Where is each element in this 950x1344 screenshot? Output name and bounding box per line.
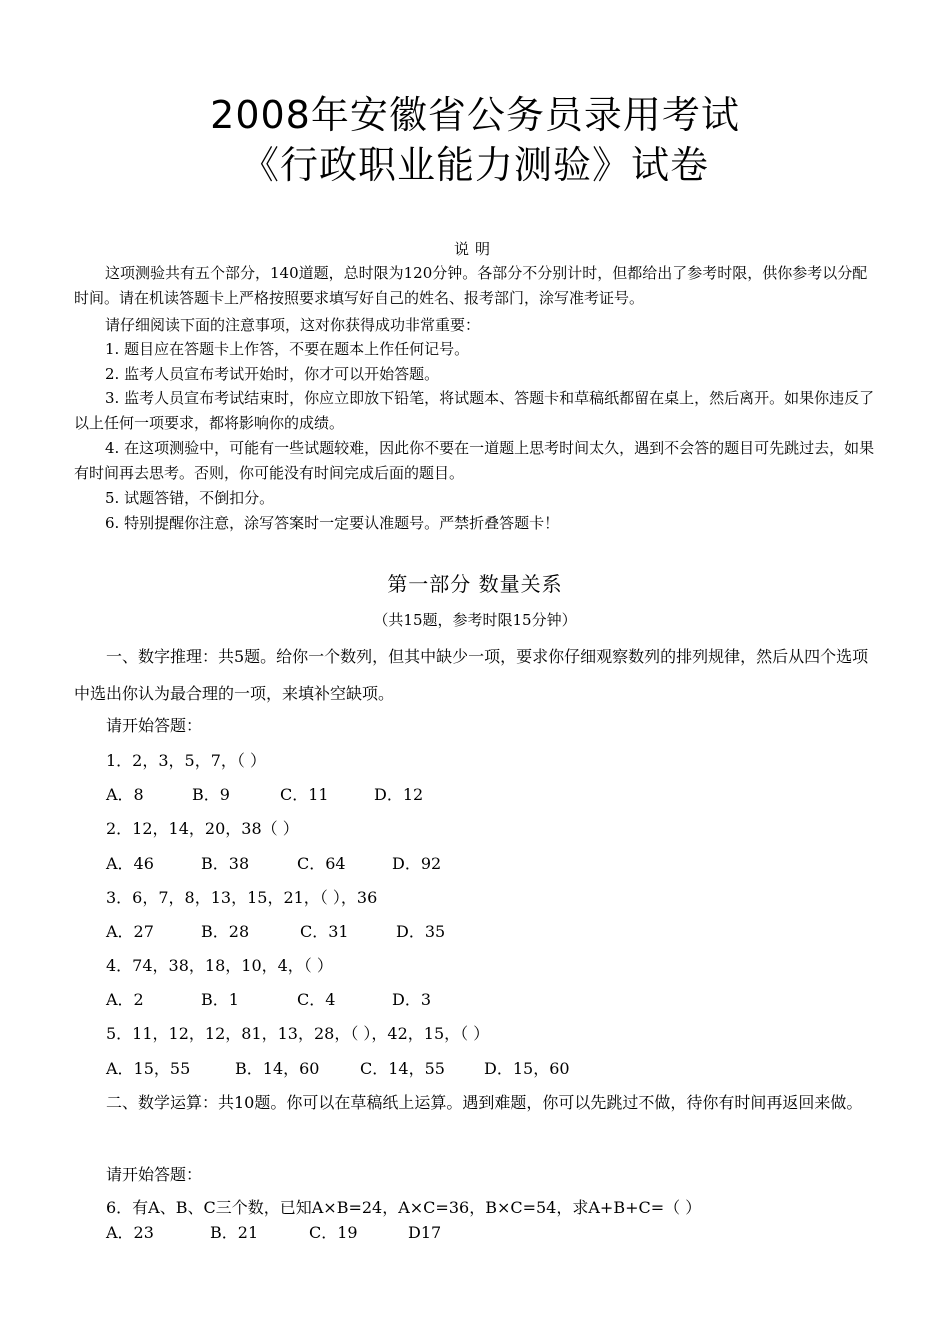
question-4-option-b: B．1: [201, 990, 239, 1009]
notice-rule-4: 4. 在这项测验中，可能有一些试题较难，因此你不要在一道题上思考时间太久，遇到不会答的题目可先跳过去，如果有时间再去思考。否则，你可能没有时间完成后面的题目。: [74, 439, 875, 482]
notice-intro: 这项测验共有五个部分，140道题，总时限为120分钟。各部分不分别计时，但都给出了参考时限，供你参考以分配时间。请在机读答题卡上严格按照要求填写好自己的姓名、报考部门，涂写准考证号。: [74, 264, 868, 307]
question-4-stem: 4．74，38，18，10，4，（ ）: [106, 956, 333, 975]
question-5-option-d: D．15，60: [484, 1059, 570, 1078]
question-3-option-a: A．27: [106, 922, 154, 941]
question-3-option-d: D．35: [396, 922, 446, 941]
notice-rule-2: 2. 监考人员宣布考试开始时，你才可以开始答题。: [105, 365, 440, 383]
notice-rule-5: 5. 试题答错，不倒扣分。: [105, 489, 275, 507]
question-6-option-a: A．23: [106, 1223, 154, 1242]
question-5-option-a: A．15，55: [106, 1059, 191, 1078]
notice-rule-6: 6. 特别提醒你注意，涂写答案时一定要认准题号。严禁折叠答题卡！: [105, 514, 560, 532]
question-4-option-d: D．3: [392, 990, 432, 1009]
notice-attention: 请仔细阅读下面的注意事项，这对你获得成功非常重要：: [105, 316, 481, 334]
question-4-option-c: C．4: [297, 990, 336, 1009]
question-2-option-c: C．64: [297, 854, 346, 873]
question-2-option-a: A．46: [106, 854, 154, 873]
question-6-option-b: B．21: [210, 1223, 259, 1242]
question-5-option-b: B．14，60: [235, 1059, 320, 1078]
exam-title-line1: 2008年安徽省公务员录用考试: [210, 93, 740, 137]
question-2-stem: 2．12，14，20，38（ ）: [106, 819, 299, 838]
question-2-option-b: B．38: [201, 854, 250, 873]
question-4-option-a: A．2: [106, 990, 144, 1009]
notice-heading: 说明: [453, 240, 496, 258]
part1-start: 请开始答题：: [106, 716, 203, 735]
question-3-stem: 3．6，7，8，13，15，21，（ ），36: [106, 888, 378, 907]
question-1-option-d: D．12: [374, 785, 424, 804]
part1-intro: 一、数字推理：共5题。给你一个数列，但其中缺少一项，要求你仔细观察数列的排列规律，然后从四个选项中选出你认为最合理的一项，来填补空缺项。: [74, 647, 869, 703]
question-1-stem: 1．2，3，5，7，（ ）: [106, 751, 266, 770]
question-1-option-a: A．8: [106, 785, 144, 804]
section-subtitle: （共15题，参考时限15分钟）: [373, 611, 577, 629]
part2-intro: 二、数学运算：共10题。你可以在草稿纸上运算。遇到难题，你可以先跳过不做，待你有时间再返回来做。: [106, 1093, 863, 1112]
question-6-option-c: C．19: [309, 1223, 358, 1242]
part2-start: 请开始答题：: [106, 1165, 203, 1184]
question-5-option-c: C．14，55: [360, 1059, 445, 1078]
notice-rule-3: 3. 监考人员宣布考试结束时，你应立即放下铅笔，将试题本、答题卡和草稿纸都留在桌上，然后离开。如果你违反了以上任何一项要求，都将影响你的成绩。: [74, 389, 875, 432]
exam-title-line2: 《行政职业能力测验》试卷: [240, 143, 709, 187]
question-3-option-b: B．28: [201, 922, 250, 941]
question-5-stem: 5．11，12，12，81，13，28，（ ），42，15，（ ）: [106, 1024, 490, 1043]
question-2-option-d: D．92: [392, 854, 442, 873]
question-1-option-c: C．11: [280, 785, 329, 804]
question-1-option-b: B．9: [192, 785, 230, 804]
question-6-stem: 6．有A、B、C三个数，已知A×B=24，A×C=36，B×C=54，求A+B+C=（ ）: [106, 1198, 702, 1217]
section-title: 第一部分 数量关系: [387, 572, 563, 596]
notice-rule-1: 1. 题目应在答题卡上作答，不要在题本上作任何记号。: [105, 340, 470, 358]
question-6-option-d: D17: [408, 1223, 442, 1242]
question-3-option-c: C．31: [300, 922, 349, 941]
